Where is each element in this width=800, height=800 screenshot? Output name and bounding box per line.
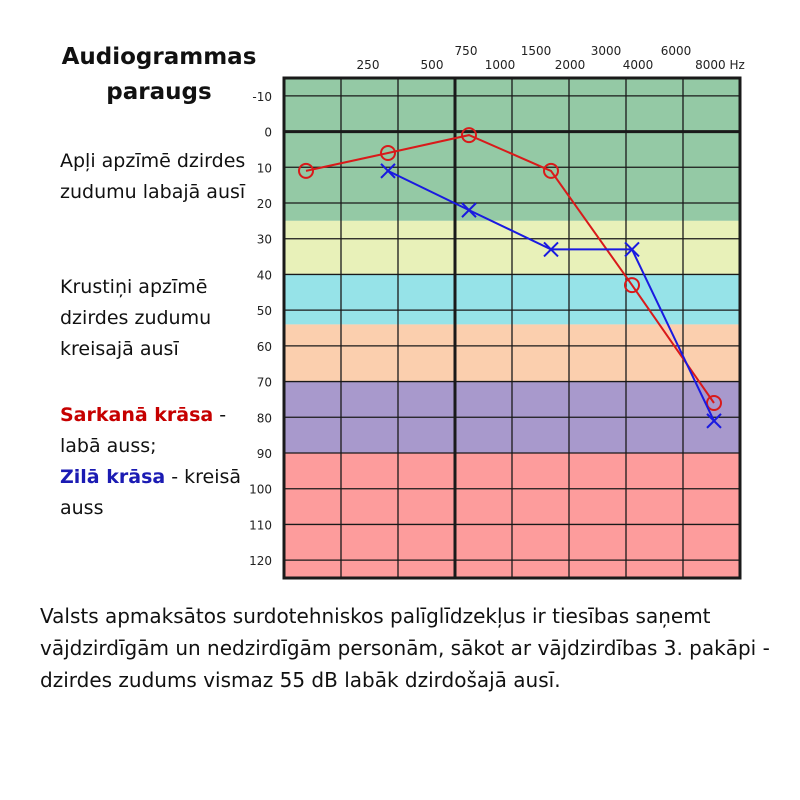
- y-tick-label: 60: [256, 339, 272, 354]
- x-tick-label: 750: [454, 44, 478, 58]
- y-tick-label: -10: [252, 89, 272, 104]
- y-tick-label: 10: [256, 161, 272, 176]
- y-tick-label: 20: [256, 197, 272, 211]
- legend-circles-label: Apļi apzīmē dzirdes zudumu labajā ausī: [60, 150, 246, 203]
- y-tick-label: 70: [256, 375, 272, 390]
- footer-text: Valsts apmaksātos surdotehniskos palīglīdzekļus ir tiesības saņemt vājdzirdīgām un nedzirdīgām personām, sākot ar vājdzirdības 3. pakāpi - dzirdes zudums vismaz 55 dB labāk dzirdošajā ausī.: [40, 604, 770, 692]
- y-tick-label: 50: [256, 304, 272, 319]
- x-tick-label: 2000: [554, 58, 586, 72]
- x-tick-label: 8000 Hz: [695, 58, 745, 72]
- y-tick-label: 100: [249, 482, 272, 497]
- y-tick-label: 40: [256, 268, 272, 283]
- y-tick-label: 90: [256, 447, 272, 461]
- x-tick-label: 500: [420, 58, 444, 72]
- x-tick-label: 1000: [484, 58, 516, 72]
- y-tick-label: 120: [249, 554, 272, 569]
- y-tick-label: 0: [264, 125, 272, 140]
- legend-blue-rest: - kreisā auss: [60, 466, 242, 519]
- legend-crosses-label: Krustiņi apzīmē dzirdes zudumu kreisajā ausī: [60, 276, 212, 360]
- legend-red-rest: - labā auss;: [60, 404, 227, 457]
- legend-red-word: Sarkanā krāsa: [60, 404, 214, 426]
- y-tick-label: 30: [256, 232, 272, 247]
- x-tick-label: 250: [356, 58, 380, 72]
- y-tick-label: 110: [249, 518, 272, 533]
- x-tick-label: 6000: [660, 44, 692, 58]
- legend-blue-word: Zilā krāsa: [60, 466, 166, 488]
- x-tick-label: 4000: [622, 58, 654, 72]
- x-tick-label: 3000: [590, 44, 622, 58]
- y-tick-label: 80: [256, 411, 272, 426]
- x-tick-label: 1500: [520, 44, 552, 58]
- chart-title: Audiogrammas paraugs: [61, 44, 257, 105]
